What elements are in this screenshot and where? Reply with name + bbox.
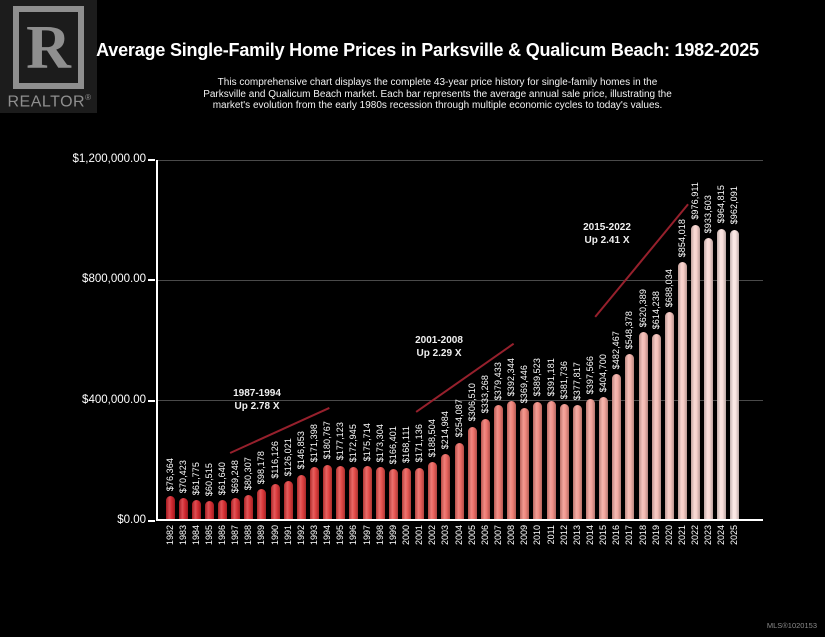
bar-1997	[363, 466, 372, 519]
year-label: 2024	[716, 525, 727, 546]
bar-2002	[428, 462, 437, 519]
y-axis-tick	[148, 520, 155, 522]
bar-1984	[192, 500, 201, 519]
bar-2024	[717, 229, 726, 519]
bar-value-label: $620,389	[637, 289, 648, 328]
year-label: 2022	[690, 525, 701, 546]
year-label: 2021	[676, 525, 687, 546]
bar-2018	[639, 332, 648, 519]
bar-1982	[166, 496, 175, 519]
bar-value-label: $962,091	[729, 186, 740, 225]
bar-2011	[547, 401, 556, 519]
bar-value-label: $61,775	[190, 462, 201, 496]
bar-value-label: $171,398	[309, 424, 320, 463]
bar-value-label: $180,767	[322, 421, 333, 460]
year-label: 1993	[309, 525, 320, 546]
trend-annotation-range: 2001-2008	[415, 335, 463, 346]
bar-value-label: $171,136	[414, 424, 425, 463]
bar-value-label: $69,248	[230, 459, 241, 494]
y-axis-tick-label: $1,200,000.00	[72, 153, 146, 165]
bar-value-label: $854,018	[676, 218, 687, 258]
bar-value-label: $976,911	[690, 182, 701, 221]
bar-value-label: $369,446	[519, 364, 530, 403]
page-title: Average Single-Family Home Prices in Parksville & Qualicum Beach: 1982-2025	[96, 40, 759, 60]
year-label: 1996	[348, 525, 359, 546]
year-label: 1985	[203, 525, 214, 546]
bar-value-label: $188,504	[427, 418, 438, 458]
bar-value-label: $404,700	[598, 353, 609, 393]
year-label: 2004	[453, 525, 464, 546]
year-label: 2011	[545, 525, 556, 545]
subtitle-line-1: This comprehensive chart displays the complete 43-year price history for single-family homes in the	[217, 77, 658, 88]
mls-number-label: MLS®1020153	[766, 621, 817, 630]
trend-annotation-multiplier: Up 2.29 X	[416, 348, 462, 359]
bar-1992	[297, 475, 306, 519]
bar-value-label: $614,238	[650, 290, 661, 330]
year-label: 1986	[217, 525, 228, 546]
year-label: 2001	[414, 525, 425, 546]
bar-2021	[678, 262, 687, 519]
year-label: 2003	[440, 525, 451, 546]
bar-2008	[507, 401, 516, 519]
bar-2019	[652, 334, 661, 519]
bar-value-label: $126,021	[282, 437, 293, 477]
year-label: 2016	[611, 525, 622, 546]
bar-2020	[665, 312, 674, 519]
bar-value-label: $482,467	[611, 330, 622, 369]
bar-2001	[415, 468, 424, 519]
bar-value-label: $548,378	[624, 310, 635, 350]
year-label: 1998	[374, 525, 385, 546]
year-label: 2006	[479, 525, 490, 546]
trend-annotation-range: 1987-1994	[233, 388, 281, 399]
bar-value-label: $333,268	[479, 375, 490, 414]
bar-1998	[376, 467, 385, 519]
year-label: 1991	[282, 525, 293, 546]
bar-1995	[336, 466, 345, 519]
bar-2014	[586, 399, 595, 519]
bar-2003	[441, 454, 450, 519]
bar-value-label: $214,984	[440, 410, 451, 450]
bar-value-label: $98,178	[256, 451, 267, 485]
year-label: 1994	[322, 525, 333, 546]
bar-2015	[599, 397, 608, 519]
trend-annotation-range: 2015-2022	[583, 222, 631, 233]
y-axis-tick	[148, 159, 155, 161]
bar-2010	[533, 402, 542, 519]
year-label: 2019	[650, 525, 661, 546]
trend-annotation-multiplier: Up 2.78 X	[234, 401, 280, 412]
bar-value-label: $146,853	[295, 431, 306, 470]
bar-value-label: $60,515	[203, 462, 214, 496]
trend-annotation-multiplier: Up 2.41 X	[584, 235, 630, 246]
bar-value-label: $80,307	[243, 456, 254, 490]
year-label: 2020	[663, 525, 674, 546]
bar-value-label: $177,123	[335, 422, 346, 461]
year-label: 1987	[230, 525, 241, 546]
year-label: 2014	[584, 525, 595, 546]
bar-2022	[691, 225, 700, 519]
trend-annotation	[552, 221, 662, 247]
bar-value-label: $933,603	[703, 194, 714, 234]
year-label: 2018	[637, 525, 648, 546]
bar-value-label: $166,401	[387, 425, 398, 464]
bar-1993	[310, 467, 319, 519]
bar-2023	[704, 238, 713, 519]
gridline	[158, 160, 763, 161]
bar-value-label: $392,344	[506, 357, 517, 396]
y-axis-tick-label: $0.00	[117, 514, 146, 526]
year-label: 2007	[492, 525, 503, 546]
bar-2025	[730, 230, 739, 519]
bar-2012	[560, 404, 569, 519]
bar-2017	[625, 354, 634, 519]
y-axis-tick-label: $800,000.00	[82, 273, 146, 286]
year-label: 1989	[256, 525, 267, 546]
realtor-logo-word: REALTOR	[7, 93, 86, 110]
bar-value-label: $379,433	[492, 361, 503, 400]
year-label: 2005	[466, 525, 477, 546]
bar-2007	[494, 405, 503, 519]
bar-2016	[612, 374, 621, 519]
year-label: 1992	[295, 525, 306, 546]
bar-1990	[271, 484, 280, 519]
year-label: 1983	[177, 525, 188, 546]
bar-value-label: $173,304	[374, 423, 385, 462]
year-label: 2023	[703, 525, 714, 546]
bar-1991	[284, 481, 293, 519]
bar-value-label: $116,126	[269, 441, 280, 480]
bar-1999	[389, 469, 398, 519]
year-label: 1995	[335, 525, 346, 546]
bar-value-label: $175,714	[361, 422, 372, 462]
trend-annotation	[202, 387, 312, 413]
bar-2005	[468, 427, 477, 519]
y-axis-tick	[148, 279, 155, 281]
trend-annotation	[384, 334, 494, 360]
year-label: 1990	[269, 525, 280, 546]
bar-value-label: $377,817	[571, 362, 582, 401]
year-label: 1982	[164, 525, 175, 546]
year-label: 2002	[427, 525, 438, 546]
year-label: 1997	[361, 525, 372, 546]
bar-1989	[257, 489, 266, 519]
year-label: 2008	[506, 525, 517, 546]
year-label: 2009	[519, 525, 530, 546]
bar-value-label: $76,364	[164, 457, 175, 492]
bar-2009	[520, 408, 529, 519]
bar-value-label: $306,510	[466, 383, 477, 422]
year-label: 2017	[624, 525, 635, 546]
year-label: 2000	[401, 525, 411, 546]
bar-value-label: $254,087	[453, 399, 464, 438]
bar-value-label: $381,736	[558, 360, 569, 400]
bar-value-label: $397,566	[584, 356, 595, 395]
bar-1987	[231, 498, 240, 519]
year-label: 2015	[598, 525, 609, 546]
bar-value-label: $168,111	[401, 426, 411, 464]
year-label: 2025	[729, 525, 740, 546]
bar-1986	[218, 500, 227, 519]
bar-1983	[179, 498, 188, 519]
bar-value-label: $70,423	[177, 459, 188, 493]
year-label: 1984	[190, 525, 201, 546]
bar-2004	[455, 443, 464, 519]
year-label: 2012	[558, 525, 569, 546]
registered-mark: ®	[85, 92, 92, 102]
year-label: 1988	[243, 525, 254, 546]
realtor-logo-label	[2, 93, 97, 111]
y-axis-tick-label: $400,000.00	[82, 393, 146, 406]
bar-value-label: $391,181	[545, 357, 556, 397]
bar-value-label: $964,815	[716, 185, 727, 224]
bar-2013	[573, 405, 582, 519]
bar-1988	[244, 495, 253, 519]
bar-value-label: $61,640	[217, 462, 228, 496]
year-label: 2010	[532, 525, 543, 546]
bar-value-label: $172,945	[348, 423, 359, 462]
bar-1994	[323, 465, 332, 519]
bar-1996	[349, 467, 358, 519]
year-label: 1999	[387, 525, 398, 546]
y-axis-tick	[148, 400, 155, 402]
bar-value-label: $688,034	[663, 268, 674, 308]
bar-2000	[402, 468, 411, 519]
year-label: 2013	[571, 525, 582, 546]
subtitle-line-3: market's evolution from the early 1980s recession through multiple economic cycles to today's values.	[212, 100, 663, 111]
bar-2006	[481, 419, 490, 519]
bar-1985	[205, 501, 214, 519]
plot-area	[156, 160, 763, 546]
realtor-r-icon: R	[26, 13, 71, 82]
subtitle-line-2: Parksville and Qualicum Beach market. Each bar represents the average annual sale price, illustrating the	[203, 88, 672, 100]
bar-value-label: $389,523	[532, 358, 543, 397]
